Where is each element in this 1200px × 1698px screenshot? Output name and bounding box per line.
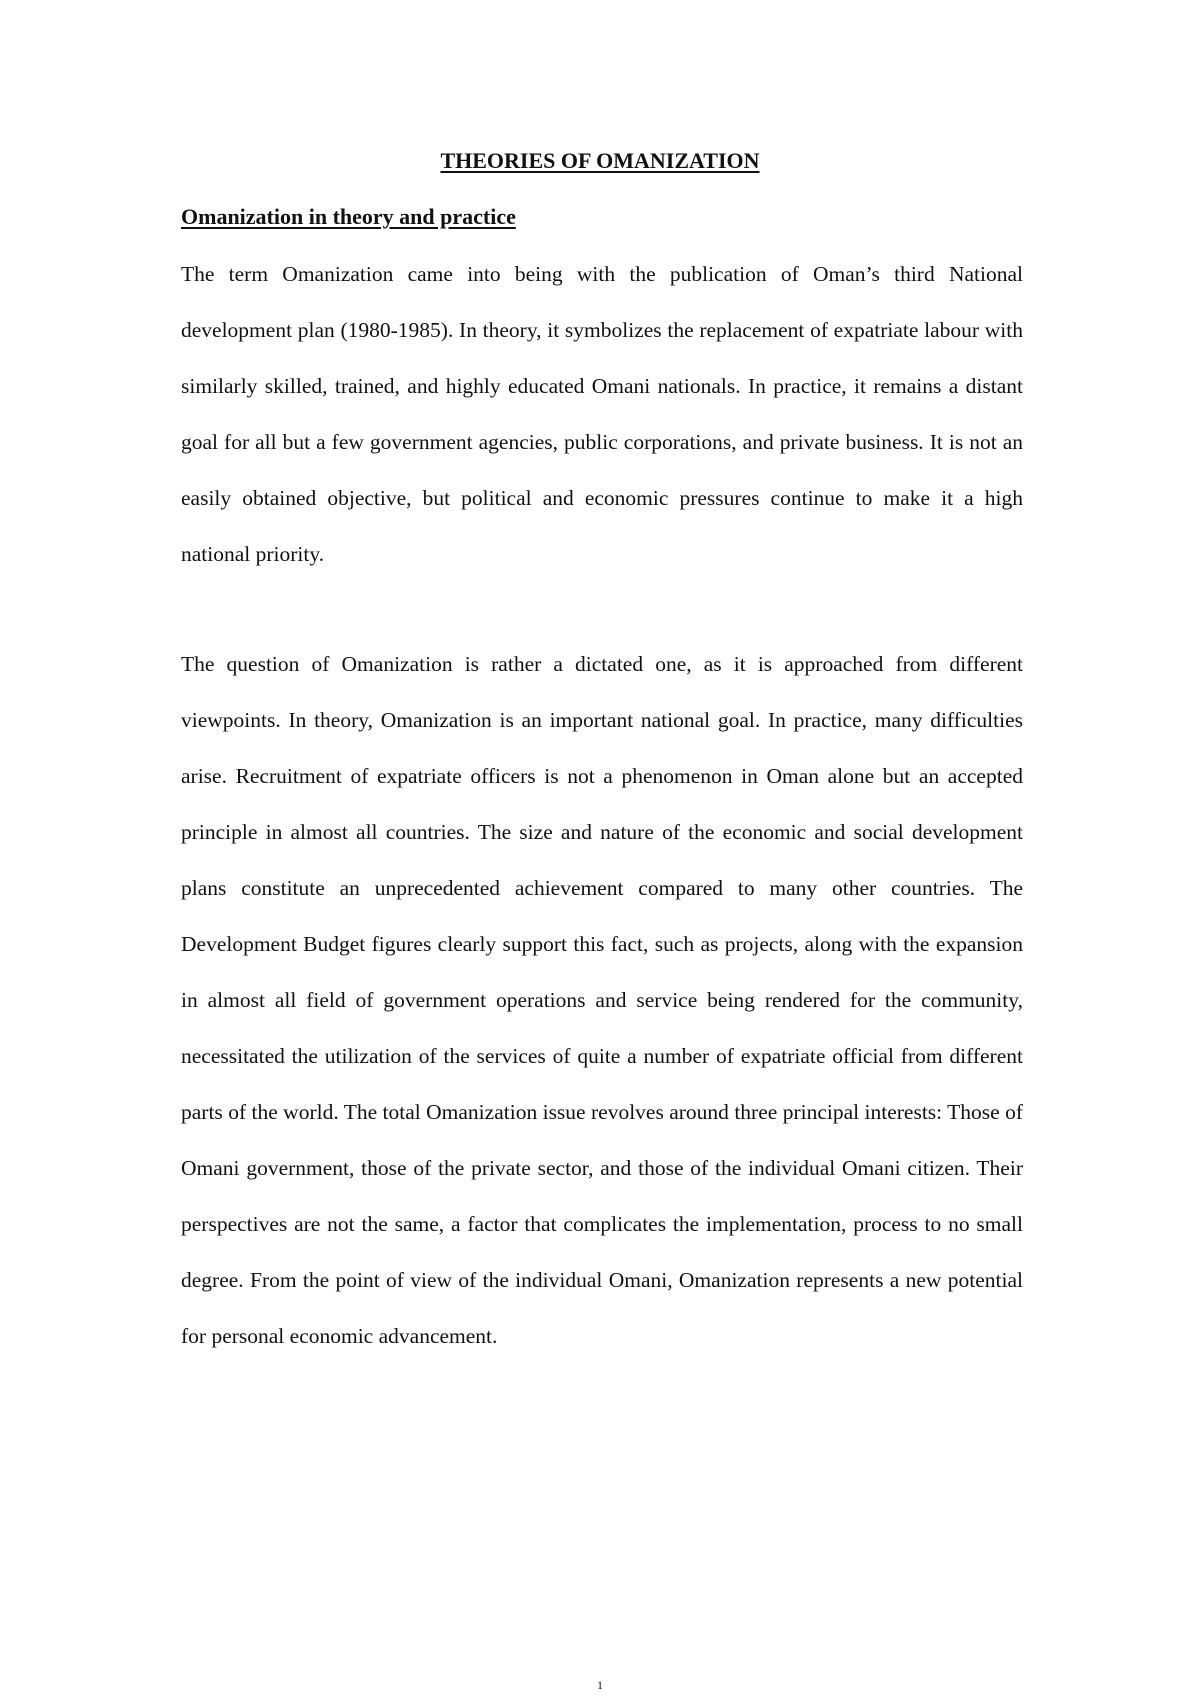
section-heading: Omanization in theory and practice	[181, 204, 516, 229]
document-title: THEORIES OF OMANIZATION	[440, 148, 760, 173]
paragraph-2: The question of Omanization is rather a dictated one, as it is approached from different viewpoints. In theory, Omanization is an important national goal. In practice, many difficulties arise. Recruitment of expatriate officers is not a phenomenon in Oman alone but an accepted principle in almost all countries. The size and nature of the economic and social development plans constitute an unprecedented achievement compared to many other countries. The Development Budget figures clearly support this fact, such as projects, along with the expansion in almost all field of government operations and service being rendered for the community, necessitated the utilization of the services of quite a number of expatriate official from different parts of the world. The total Omanization issue revolves around three principal interests: Those of Omani government, those of the private sector, and those of the individual Omani citizen. Their perspectives are not the same, a factor that complicates the implementation, process to no small degree. From the point of view of the individual Omani, Omanization represents a new potential for personal economic advancement.	[181, 652, 1023, 1348]
paragraph-1: The term Omanization came into being with the publication of Oman’s third National development plan (1980-1985). In theory, it symbolizes the replacement of expatriate labour with similarly skilled, trained, and highly educated Omani nationals. In practice, it remains a distant goal for all but a few government agencies, public corporations, and private business. It is not an easily obtained objective, but political and economic pressures continue to make it a high national priority.	[181, 262, 1023, 566]
page-number: 1	[597, 1678, 603, 1692]
